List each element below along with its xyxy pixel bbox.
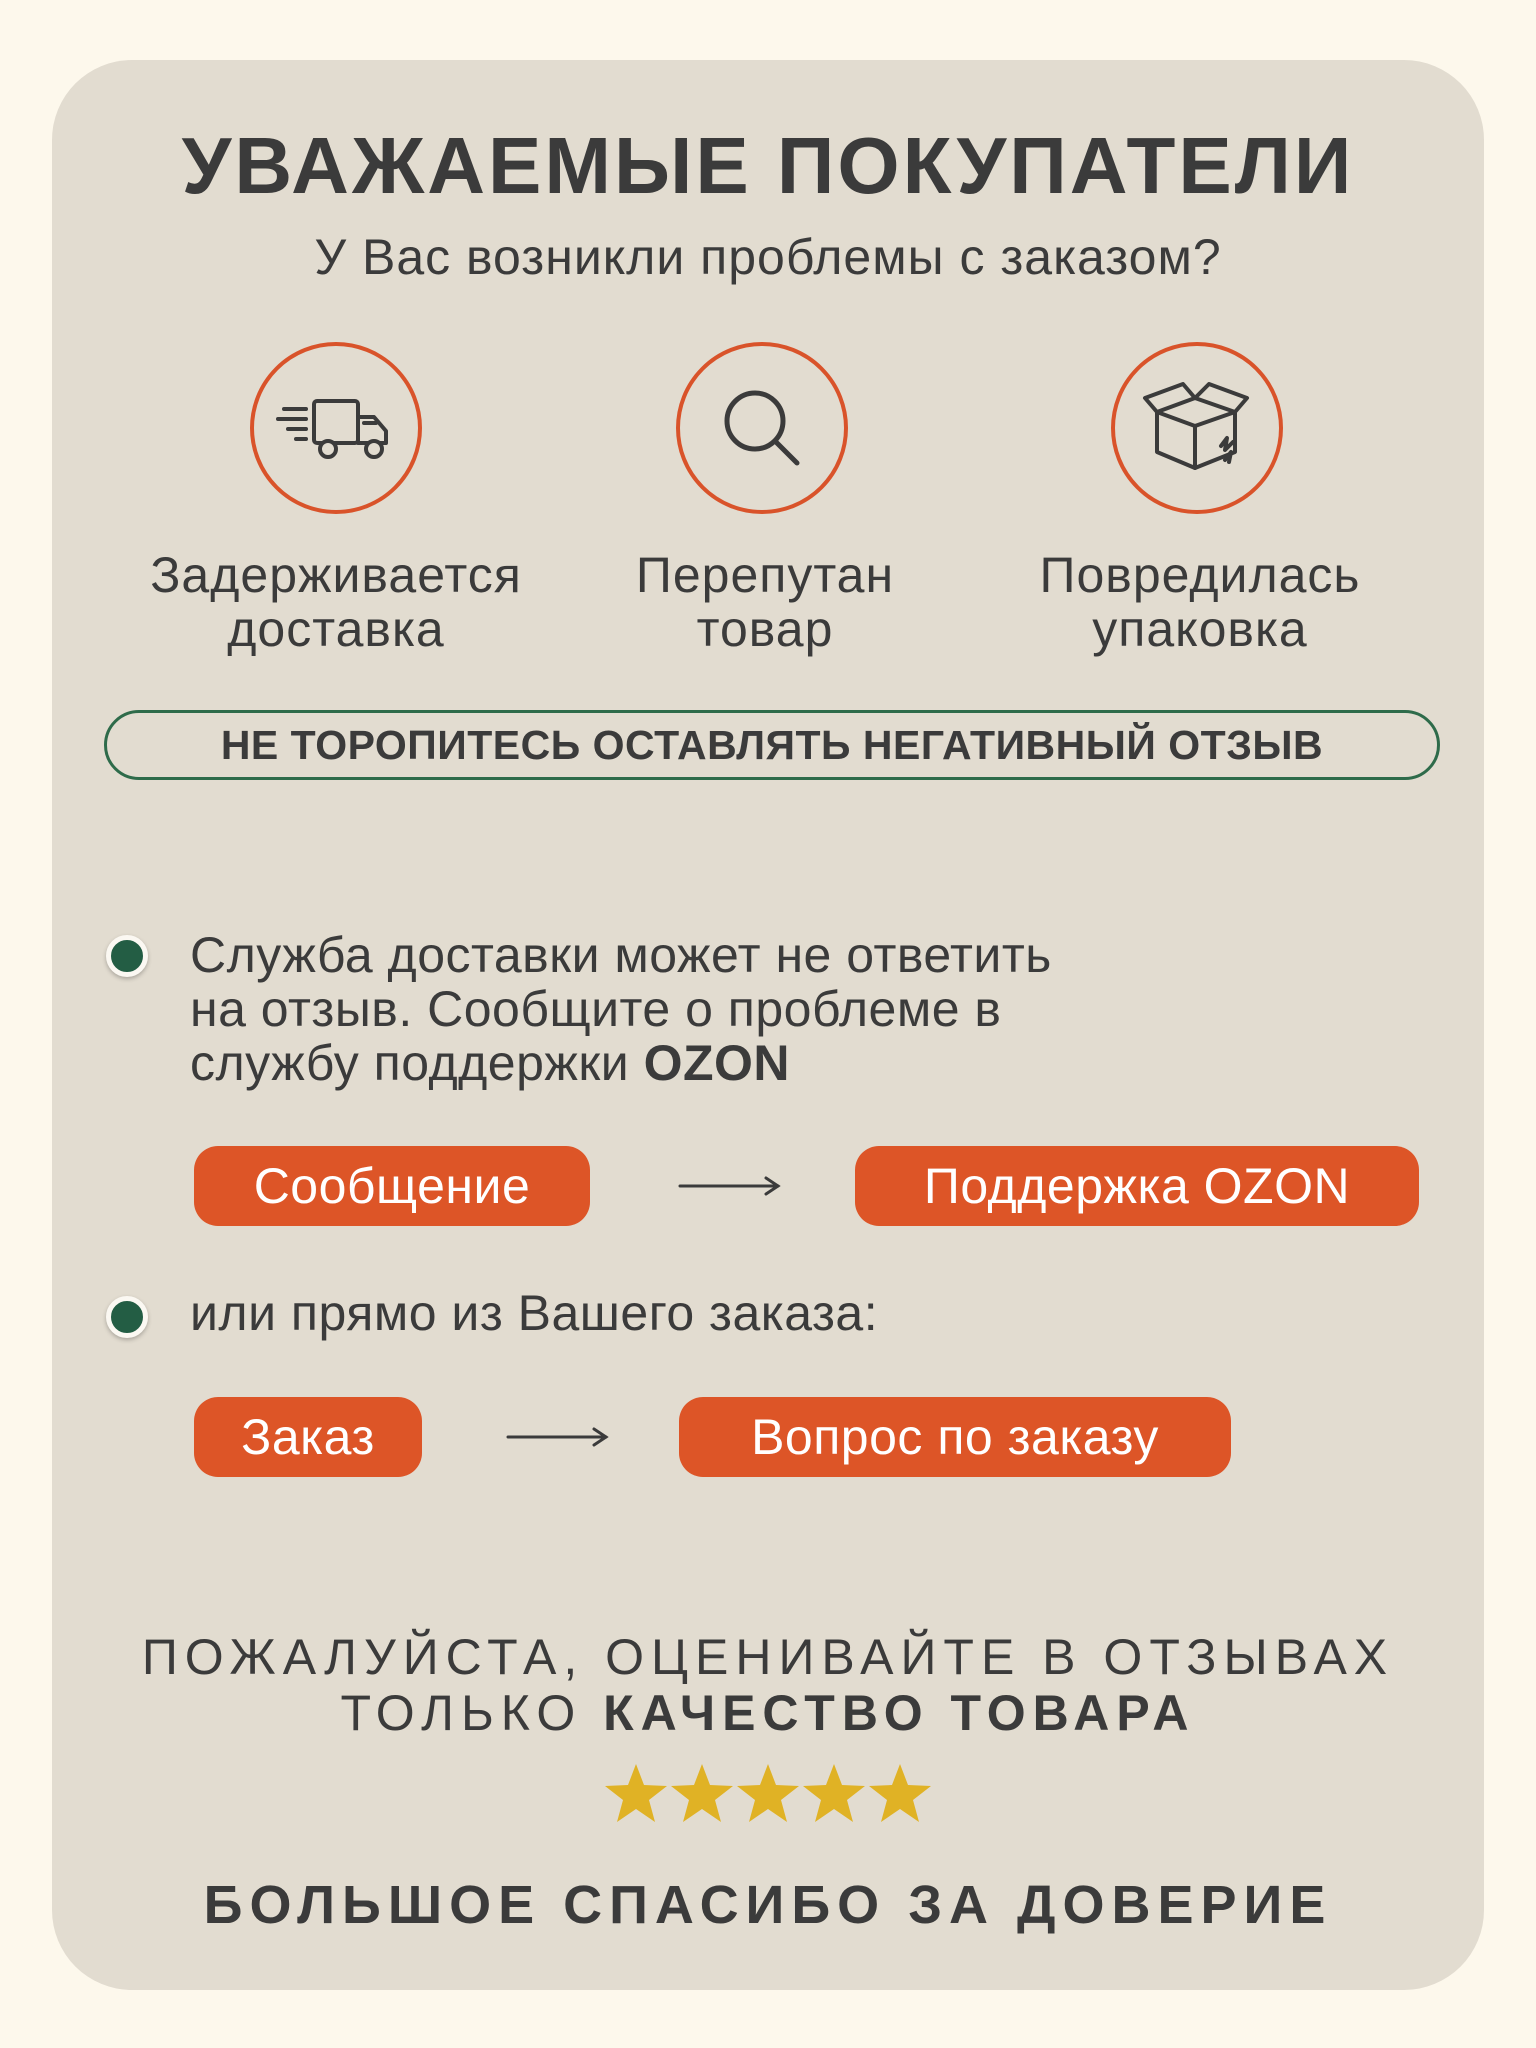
star-icon [802,1762,866,1824]
rating-stars [0,1762,1536,1824]
arrow-right-icon [678,1176,782,1196]
damaged-box-icon [1137,368,1257,488]
bullet-dot [106,1296,148,1338]
magnifier-icon [707,373,817,483]
issue-icon-wrong-item [676,342,848,514]
delivery-truck-icon [276,383,396,473]
issue-icon-damaged [1111,342,1283,514]
star-icon [604,1762,668,1824]
ozon-brand: OZON [643,1035,791,1091]
order-button[interactable]: Заказ [194,1397,422,1477]
star-icon [736,1762,800,1824]
issue-label-delivery: Задерживается доставка [150,547,522,657]
bullet-dot [106,935,148,977]
page-title: УВАЖАЕМЫЕ ПОКУПАТЕЛИ [181,121,1355,210]
issue-icon-delivery [250,342,422,514]
thanks-text: БОЛЬШОЕ СПАСИБО ЗА ДОВЕРИЕ [203,1875,1333,1935]
outro-line-2: ТОЛЬКО КАЧЕСТВО ТОВАРА [340,1685,1196,1741]
issue-label-damaged: Повредилась упаковка [1039,547,1361,657]
outro-line-1: ПОЖАЛУЙСТА, ОЦЕНИВАЙТЕ В ОТЗЫВАХ [141,1629,1395,1685]
order-text: или прямо из Вашего заказа: [190,1285,879,1341]
star-icon [670,1762,734,1824]
arrow-right-icon [506,1427,610,1447]
order-question-button[interactable]: Вопрос по заказу [679,1397,1231,1477]
star-icon [868,1762,932,1824]
ozon-support-button[interactable]: Поддержка OZON [855,1146,1419,1226]
issue-label-wrong-item: Перепутан товар [635,547,895,657]
warning-banner: НЕ ТОРОПИТЕСЬ ОСТАВЛЯТЬ НЕГАТИВНЫЙ ОТЗЫВ [104,710,1440,780]
support-text: Служба доставки может не ответить на отзыв. Сообщите о проблеме в службу поддержки OZON [190,927,1052,1091]
message-button[interactable]: Сообщение [194,1146,590,1226]
page-subtitle: У Вас возникли проблемы с заказом? [314,229,1222,285]
